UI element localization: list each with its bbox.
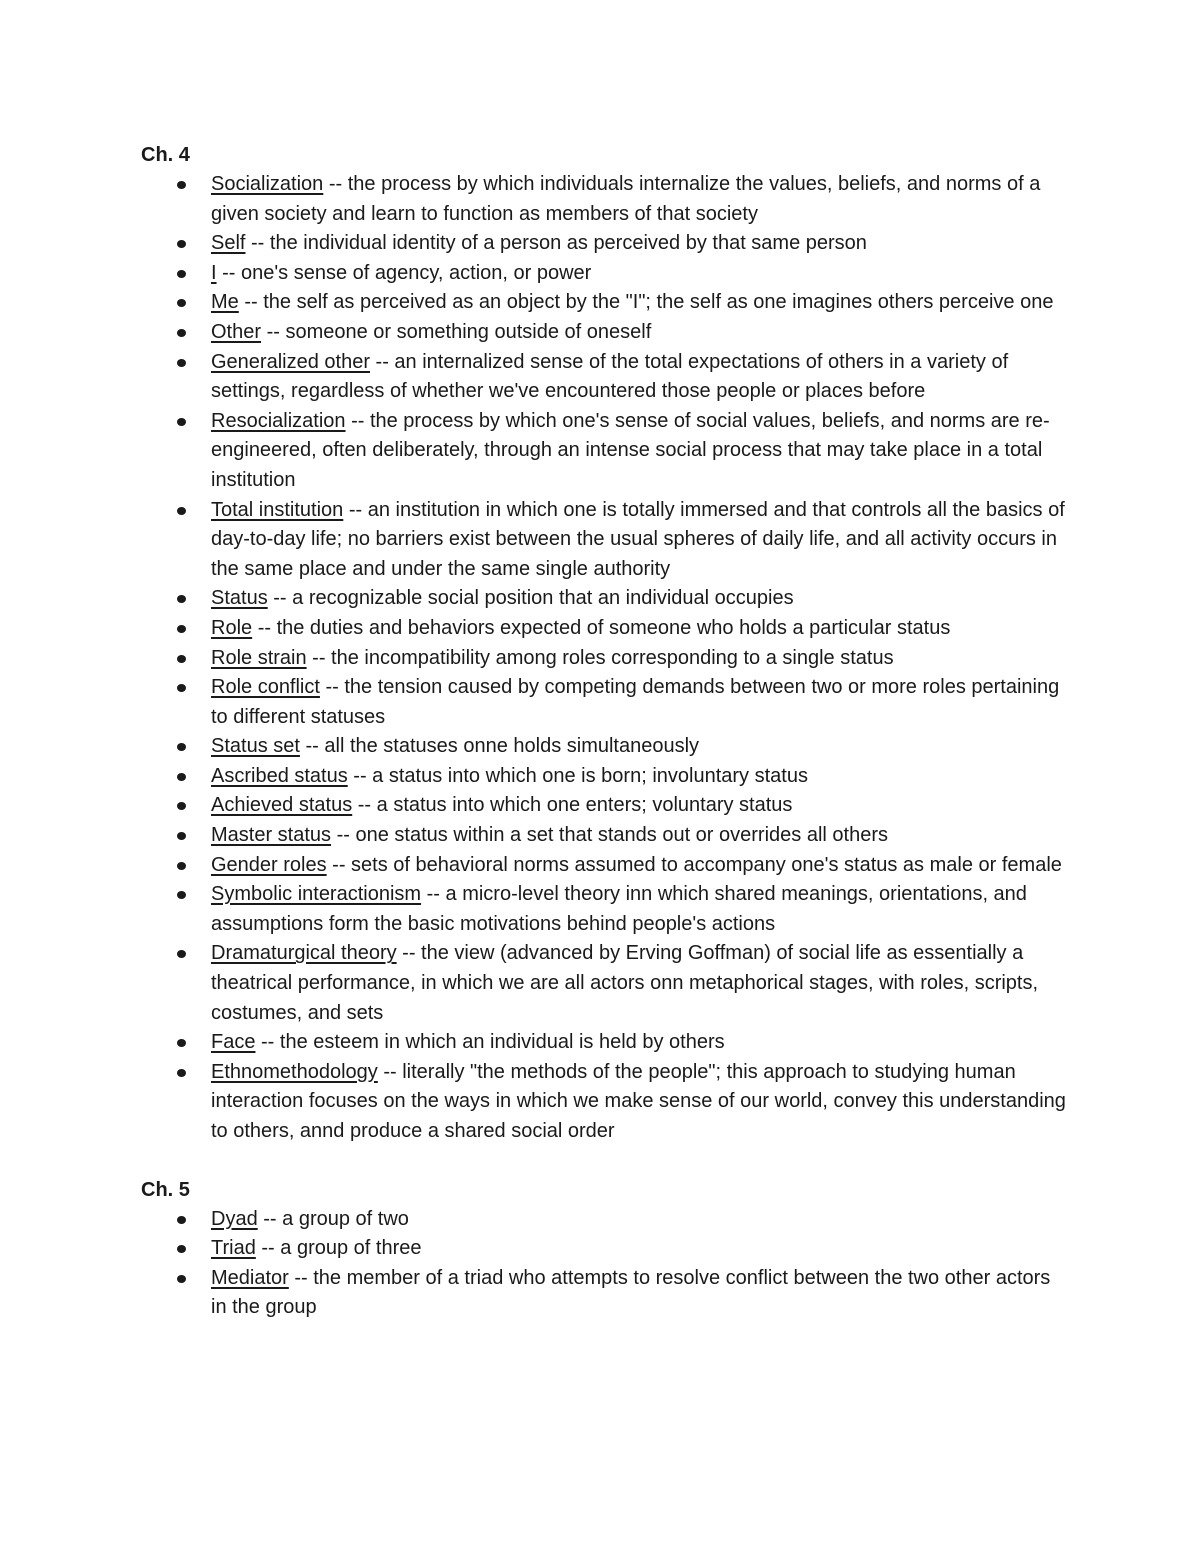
section-heading: Ch. 5 — [141, 1178, 190, 1201]
list-item — [141, 644, 1071, 674]
list-item — [141, 348, 1071, 407]
document-page — [141, 140, 1071, 1323]
term: Socialization — [211, 173, 324, 195]
list-item — [141, 229, 1071, 259]
bullet-icon — [177, 1245, 186, 1253]
term: Role — [211, 616, 253, 639]
definition: -- one status within a set that stands out or overrides all others — [331, 824, 888, 847]
term: Resocialization — [211, 409, 346, 432]
bullet-icon — [177, 507, 186, 515]
bullet-icon — [177, 684, 186, 692]
term: Mediator — [211, 1266, 289, 1289]
list-item — [141, 821, 1071, 851]
term: Dramaturgical theory — [211, 942, 397, 965]
bullet-icon — [177, 359, 186, 367]
definition: -- a micro-level theory inn which shared meanings, orientations, and assumptions form the basic motivations behind people's actions — [211, 883, 1027, 935]
definition: -- an internalized sense of the total expectations of others in a variety of settings, regardless of whether we've encountered those people or places before — [211, 350, 1009, 403]
definition: -- the incompatibility among roles corresponding to a single status — [306, 646, 894, 669]
list-item — [141, 762, 1071, 792]
list-item — [141, 791, 1071, 821]
list-item — [141, 288, 1071, 318]
list-item — [141, 1234, 1071, 1264]
definition: -- the duties and behaviors expected of someone who holds a particular status — [252, 616, 951, 639]
term: Dyad — [211, 1207, 258, 1230]
term: Status — [211, 587, 268, 610]
list-item — [141, 1028, 1071, 1058]
definition: -- the process by which individuals internalize the values, beliefs, and norms of a given society and learn to function as members of that society — [211, 173, 1041, 225]
term: Triad — [211, 1237, 256, 1260]
bullet-icon — [177, 1216, 186, 1224]
term: Generalized other — [211, 350, 370, 373]
term: Role conflict — [211, 676, 320, 699]
term: Total institution — [211, 498, 344, 521]
term: Achieved status — [211, 794, 353, 817]
term: Me — [211, 291, 239, 314]
list-item — [141, 673, 1071, 732]
definition: -- the esteem in which an individual is held by others — [255, 1031, 725, 1054]
definition: -- a recognizable social position that an individual occupies — [267, 587, 794, 610]
term: Master status — [211, 824, 332, 847]
bullet-icon — [177, 299, 186, 307]
bullet-icon — [177, 1069, 186, 1077]
bullet-icon — [177, 329, 186, 337]
section-heading: Ch. 4 — [141, 144, 190, 166]
list-item — [141, 584, 1071, 614]
bullet-icon — [177, 891, 186, 899]
list-item — [141, 1205, 1071, 1235]
term: Gender roles — [211, 853, 327, 876]
bullet-icon — [177, 950, 186, 958]
list-item — [141, 851, 1071, 881]
bullet-icon — [177, 181, 186, 189]
section-ch5 — [141, 1175, 1071, 1323]
list-item — [141, 880, 1071, 939]
list-item — [141, 407, 1071, 496]
bullet-icon — [177, 773, 186, 781]
bullet-icon — [177, 240, 186, 248]
term: Ascribed status — [211, 764, 348, 787]
list-item — [141, 1264, 1071, 1323]
definition: -- the member of a triad who attempts to resolve conflict between the two other actors in the group — [211, 1266, 1051, 1319]
bullet-icon — [177, 1275, 186, 1283]
definition: -- someone or something outside of oneself — [261, 320, 652, 343]
definition: -- a status into which one is born; involuntary status — [347, 764, 808, 787]
term: Role strain — [211, 646, 307, 669]
definition: -- literally "the methods of the people"; this approach to studying human interaction focuses on the ways in which we make sense of our world, convey this understanding to others, annd produce a shared social order — [211, 1060, 1066, 1142]
bullet-icon — [177, 1039, 186, 1047]
list-item — [141, 614, 1071, 644]
definition: -- a group of three — [255, 1237, 422, 1260]
list-item — [141, 318, 1071, 348]
bullet-icon — [177, 862, 186, 870]
term: Face — [211, 1031, 256, 1054]
definition: -- one's sense of agency, action, or power — [216, 261, 592, 284]
definition: -- the tension caused by competing demands between two or more roles pertaining to different statuses — [211, 676, 1060, 728]
bullet-icon — [177, 270, 186, 278]
definition: -- the self as perceived as an object by the "I"; the self as one imagines others perceive one — [238, 291, 1054, 314]
term: Other — [211, 320, 262, 343]
bullet-icon — [177, 802, 186, 810]
term: Self — [211, 232, 246, 255]
definition: -- all the statuses onne holds simultaneously — [299, 735, 700, 758]
section-ch4 — [141, 140, 1071, 1147]
list-item — [141, 170, 1071, 229]
term-list — [141, 170, 1071, 1147]
definition: -- the view (advanced by Erving Goffman) of social life as essentially a theatrical performance, in which we are all actors onn metaphorical stages, with roles, scripts, costumes, and sets — [211, 942, 1039, 1024]
definition: -- an institution in which one is totally immersed and that controls all the basics of day-to-day life; no barriers exist between the usual spheres of daily life, and all activity occurs in the same place and under the same single authority — [211, 498, 1065, 580]
definition: -- the process by which one's sense of social values, beliefs, and norms are re-engineered, often deliberately, through an intense social process that may take place in a total institution — [211, 409, 1050, 491]
list-item — [141, 1058, 1071, 1147]
definition: -- a group of two — [257, 1207, 409, 1230]
bullet-icon — [177, 595, 186, 603]
list-item — [141, 496, 1071, 585]
term: Status set — [211, 735, 300, 758]
term-list — [141, 1205, 1071, 1323]
term: I — [211, 261, 217, 284]
definition: -- a status into which one enters; voluntary status — [352, 794, 793, 817]
list-item — [141, 732, 1071, 762]
term: Ethnomethodology — [211, 1060, 378, 1083]
list-item — [141, 259, 1071, 289]
term: Symbolic interactionism — [211, 883, 422, 906]
list-item — [141, 939, 1071, 1028]
bullet-icon — [177, 743, 186, 751]
definition: -- the individual identity of a person as perceived by that same person — [245, 232, 867, 255]
bullet-icon — [177, 655, 186, 663]
bullet-icon — [177, 418, 186, 426]
bullet-icon — [177, 832, 186, 840]
definition: -- sets of behavioral norms assumed to accompany one's status as male or female — [326, 853, 1062, 876]
bullet-icon — [177, 625, 186, 633]
